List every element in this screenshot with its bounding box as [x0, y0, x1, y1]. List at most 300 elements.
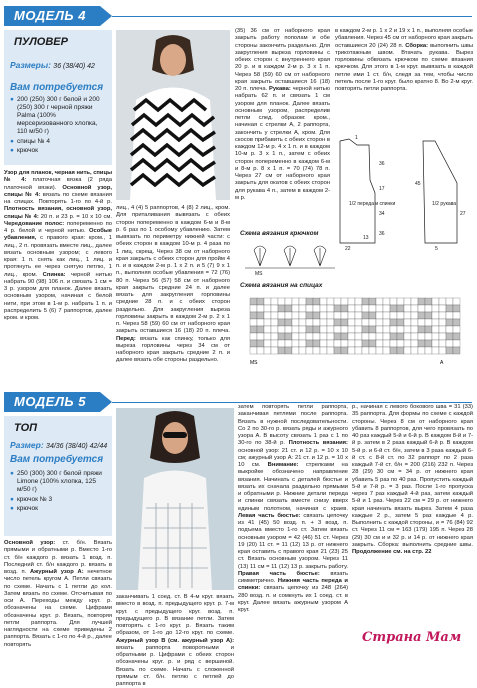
knit-grid-cell [362, 326, 369, 333]
knit-grid-cell [278, 347, 285, 354]
bullet-icon: ● [10, 496, 14, 503]
knit-grid-cell [369, 298, 376, 305]
knit-grid-cell [271, 347, 278, 354]
knit-grid-cell [313, 319, 320, 326]
knit-grid-cell [341, 298, 348, 305]
model5-materials [10, 470, 108, 513]
model4-sizes [10, 60, 95, 70]
knit-grid-cell [250, 305, 257, 312]
knit-grid-cell [327, 319, 334, 326]
model4-header-rule [112, 16, 472, 17]
material-text: крючок [16, 505, 38, 512]
knit-grid-cell [390, 312, 397, 319]
material-item [10, 138, 108, 146]
model4-sewing-pattern [335, 135, 473, 253]
pattern-label-sleeve: 1/2 рукава [432, 201, 457, 207]
knit-grid-cell [341, 319, 348, 326]
knit-grid-cell [397, 333, 404, 340]
model5-sizes [10, 440, 107, 450]
knit-grid-cell [320, 347, 327, 354]
material-item [10, 470, 108, 494]
bullet-icon: ● [10, 470, 14, 477]
knit-grid-cell [299, 347, 306, 354]
knit-grid-cell [264, 340, 271, 347]
knit-grid-cell [334, 333, 341, 340]
knit-grid-cell [404, 347, 411, 354]
knit-grid-cell [432, 305, 439, 312]
crochet-schema-title: Схема вязания крючком [240, 230, 319, 237]
knit-grid-cell [250, 326, 257, 333]
knit-grid-cell [320, 319, 327, 326]
knit-grid-cell [383, 305, 390, 312]
model5-text-col2 [116, 594, 234, 687]
knit-grid-cell [432, 319, 439, 326]
knit-grid-cell [250, 312, 257, 319]
knit-grid-cell [390, 333, 397, 340]
knit-grid-cell [355, 312, 362, 319]
knit-grid-cell [306, 305, 313, 312]
knit-grid-cell [425, 305, 432, 312]
knit-grid-cell [299, 333, 306, 340]
knit-grid-cell [334, 298, 341, 305]
model5-title: ТОП [14, 422, 38, 434]
knit-grid-cell [439, 326, 446, 333]
material-text: крючок № 3 [16, 496, 53, 503]
knit-grid-cell [439, 347, 446, 354]
knit-grid-cell [264, 319, 271, 326]
knit-grid-cell [327, 305, 334, 312]
knit-grid-cell [439, 305, 446, 312]
crochet-schema-diagram [240, 240, 340, 276]
pattern-dim: 5 [435, 246, 438, 252]
model4-sizes-label: Размеры: [10, 60, 51, 70]
knit-grid-cell [446, 326, 453, 333]
crochet-chart [240, 240, 340, 276]
knit-grid-cell [369, 340, 376, 347]
knit-grid-cell [264, 326, 271, 333]
knit-grid-cell [404, 333, 411, 340]
knit-grid-cell [334, 340, 341, 347]
knit-grid-cell [257, 305, 264, 312]
knit-grid-cell [362, 312, 369, 319]
knit-grid-cell [446, 298, 453, 305]
knit-grid-cell [313, 340, 320, 347]
knit-grid-cell [446, 312, 453, 319]
model5-sizes-value: 34/36 (38/40) 42/44 [46, 443, 108, 450]
model5-col4-text: р., начиная с левого бокового шва = 31 (33) 35 раппорта. Для формы по схеме с каждой стороны. Через 8 см от наборного края убавить 8 раппортов, для чего провязать по 40 раз каждый 5-й и 6-й р. В каждом 8-й и 7-й р. затем в 2 раза каждый 6-й р. В каждом 5-й р. и 6-й ст. б/н, затем в 3 раза каждый 6-й ст. с 8-й ст. по 32 раппорт по 2 раза каждый 7-й ст. б/н = 200 (216) 232 п. Через 28 (29) 30 см = 34 р. от нижнего края убавить 5 раз по 40 раз. Пропустить каждый 5-й и 7-й р. = 3 раз. После 1-го пропуска через 7 раз каждый 4-й раз, затем каждый 5-й и 1 раз. Через 22 см = 29 р. от нижнего края начинать вязать вырез. Затем 4 раза каждые 2 р., затем 5 раз каждые 4 р. Выполнить с каждой стороны, и = 76 (84) 92 ст. Через 11 см = 163 (179) 195 п. Через 28 (29) 30 см и и 32 р. и 14 р. от нижнего края закрыть. Сборка: выполнить средние швы. Продолжение см. на стр. 22 [352, 404, 473, 555]
model4-text-col3 [235, 28, 330, 228]
pattern-dim: 1 [355, 135, 358, 141]
knit-grid-cell [383, 298, 390, 305]
knit-grid-cell [278, 340, 285, 347]
material-text: спицы № 4 [16, 138, 50, 145]
knit-grid-cell [432, 340, 439, 347]
knit-grid-cell [397, 319, 404, 326]
knit-grid-cell [446, 319, 453, 326]
knit-grid-cell [404, 340, 411, 347]
material-item [10, 496, 108, 504]
model4-header-label: МОДЕЛЬ 4 [14, 8, 86, 23]
knit-grid-cell [369, 319, 376, 326]
knit-grid-cell [453, 305, 460, 312]
knit-grid-cell [264, 312, 271, 319]
model4-title: ПУЛОВЕР [14, 36, 68, 48]
knit-grid-cell [390, 305, 397, 312]
knit-grid-cell [362, 347, 369, 354]
knit-grid-cell [334, 312, 341, 319]
knit-grid-cell [418, 312, 425, 319]
knit-grid-cell [320, 333, 327, 340]
knit-grid-cell [411, 319, 418, 326]
model5-col3-text: затем повторять петли раппорта, заканчивая петлями после раппорта. Вязать в нужной последовательности. Со 2 по 30-го р. вязать ряды и ажурного узора А. В высоту связать 1 раз с 1 по 30-го по 38-й р. Плотность вязания: основной узор: 21 ст. и 12 р. = 10 х 10 см; ажурный узор А: 21 ст. и 12 р. = 10 х 10 см. Внимание: стрелками на выкройке обозначено направление вязания. Начинать с деталей бюстье и вязать их сначала раздельно прямыми и обратными р. Нижние детали переда и спинки связать вместе снизу вверх единым полотном, начиная с краев. Левая часть бюстье: связать цепочку из 41 (45) 50 возд. п. + 3 возд. п. подъема вместо 1-го ст. Затем вязать основным узором = 42 (46) 51 ст. Через 19 (20) 11 ст. = 11 (12) 13 р. от нижнего края оставить с правого края 21 (23) 25 ст. Вязать основным узором. Через 11 (13) 11 см = 11 (12) 13 р. закрыть работу. Правая часть бюстье: вязать симметрично. Нижняя часть переда и спинки: связать цепочку из 248 (264) 280 возд. п. и сомкнуть их 1 соед. ст. в круг. Далее вязать ажурным узором А круг. [238, 404, 348, 613]
knit-grid-cell [341, 305, 348, 312]
knit-grid-cell [439, 319, 446, 326]
knit-grid-cell [390, 319, 397, 326]
knit-grid-cell [250, 347, 257, 354]
knit-grid-cell [271, 333, 278, 340]
knit-grid-cell [390, 340, 397, 347]
knit-grid-cell [306, 298, 313, 305]
knit-grid-cell [278, 326, 285, 333]
knit-grid-cell [278, 319, 285, 326]
knit-grid-cell [348, 340, 355, 347]
knit-grid-cell [376, 298, 383, 305]
knit-grid-cell [355, 298, 362, 305]
model5-text-col1 [4, 540, 113, 648]
knit-grid-cell [453, 319, 460, 326]
pattern-dim: 45 [415, 181, 421, 187]
knit-grid-cell [383, 347, 390, 354]
knit-grid-cell [425, 347, 432, 354]
knit-grid-cell [376, 312, 383, 319]
knit-grid-cell [383, 319, 390, 326]
knit-grid-cell [299, 305, 306, 312]
pattern-dim: 22 [345, 246, 351, 252]
knit-grid-cell [299, 326, 306, 333]
knit-grid-cell [306, 347, 313, 354]
knit-grid-cell [453, 298, 460, 305]
model4-sidebar [4, 30, 112, 165]
knit-grid-cell [327, 333, 334, 340]
bullet-icon: ● [10, 138, 14, 145]
model5-needs-label: Вам потребуется [10, 454, 104, 465]
knit-grid-cell [425, 298, 432, 305]
knit-grid-cell [411, 298, 418, 305]
knit-grid-cell [439, 298, 446, 305]
knit-grid-cell [439, 333, 446, 340]
knit-grid-cell [376, 305, 383, 312]
knit-grid-cell [418, 326, 425, 333]
knit-grid-cell [334, 326, 341, 333]
knit-schema-diagram [240, 292, 473, 370]
knit-grid-cell [362, 333, 369, 340]
knit-grid-cell [250, 333, 257, 340]
knit-grid-cell [376, 319, 383, 326]
knit-grid-cell [397, 326, 404, 333]
knit-grid-cell [299, 319, 306, 326]
knit-grid-cell [404, 312, 411, 319]
knit-grid-cell [306, 326, 313, 333]
knit-grid-cell [285, 319, 292, 326]
knit-grid-cell [432, 298, 439, 305]
knit-grid-cell [418, 305, 425, 312]
knit-ms-label: MS [250, 360, 258, 366]
knit-grid-cell [327, 326, 334, 333]
knit-grid-cell [313, 298, 320, 305]
knit-grid-cell [397, 298, 404, 305]
pattern-dim: 36 [379, 161, 385, 167]
knit-grid-cell [278, 312, 285, 319]
model5-header-label: МОДЕЛЬ 5 [14, 394, 86, 409]
knit-grid-cell [411, 326, 418, 333]
knit-grid-cell [285, 305, 292, 312]
material-item [10, 505, 108, 513]
knit-grid-cell [446, 333, 453, 340]
knit-grid-cell [446, 340, 453, 347]
knit-grid-cell [278, 305, 285, 312]
knit-grid-cell [313, 312, 320, 319]
knit-grid-cell [453, 326, 460, 333]
knit-grid-cell [313, 347, 320, 354]
knit-grid-cell [257, 326, 264, 333]
site-watermark: Страна Мам [362, 630, 462, 645]
knit-grid-cell [327, 340, 334, 347]
knit-grid-cell [306, 340, 313, 347]
model5-header-arrow [100, 392, 112, 412]
knit-grid-cell [341, 326, 348, 333]
knit-grid-cell [306, 319, 313, 326]
model4-col3-text: (35) 36 см от наборного края закрыть работу пополам и обе стороны закончить раздельно. Для закругления выреза горловины с обеих сторон с внутреннего края 20 р. и в каждом 2-м р. 3 х 1 п. Через 58 (59) 60 см от наборного края закрыть оставшиеся 16 (18) 20 п. плеча. Рукава: черной нитью набрать 62 п. и связать 1 см узором для планок. Далее вязать основным узором, распределив петли след. образом: кром., начиная с стрелки А, 2 раппорта, закончить у стрелки А, кром. Для скосов прибавить с обеих сторон в каждом 12-м р. 4 х 1 п. и в каждом 10-м р. 3 х 1 п., затем с обеих сторон попеременно в каждом 6-м и 8-м р. 8 х 1 п. = 70 (74) 78 п. Через 27 см от наборного края закрыть для окатов с обеих сторон для рукава 4 п., затем в каждом 2-м р. [235, 28, 330, 201]
knit-schema-title: Схема вязания на спицах [240, 282, 323, 289]
pattern-dim: 34 [379, 211, 385, 217]
model5-photo [116, 408, 234, 590]
knit-grid-cell [271, 305, 278, 312]
model4-photo [116, 30, 230, 200]
knit-grid-cell [299, 298, 306, 305]
knit-grid-cell [271, 312, 278, 319]
knit-grid-cell [341, 333, 348, 340]
model5-text-col3 [238, 404, 348, 646]
knit-grid-cell [278, 333, 285, 340]
knit-grid-cell [292, 326, 299, 333]
knit-grid-cell [334, 319, 341, 326]
knit-grid-cell [390, 347, 397, 354]
knit-grid-cell [355, 347, 362, 354]
model5-col2-text: заканчивать 1 соед. ст. В 4-м круг. вязать вместо в возд. п. предыдущего круг. р. 7-м круг. с предыдущего круг. возд. п. предыдущего р. В вязание петли. Затем повторять с 1-го круг. р. Вязать таким образом, от 1-го до 12-го круг. по схеме. Ажурный узор В (см. ажурный узор А): вязать раппорта поворотными и обратными р. Цифрами с обеих сторон обозначены круг. р. и ряд с вершиной. Вязать по схеме. Начать с сложенной прямым ст. б/н. петлю с петлей до раппорта в [116, 594, 234, 687]
pullover-model-image [116, 30, 230, 200]
knit-grid-cell [383, 312, 390, 319]
knit-grid-cell [376, 333, 383, 340]
knit-grid-cell [348, 326, 355, 333]
knit-grid-cell [418, 340, 425, 347]
knit-grid-cell [362, 340, 369, 347]
knit-grid-cell [383, 340, 390, 347]
knit-grid-cell [313, 305, 320, 312]
material-text: крючок [16, 147, 38, 154]
knit-grid-cell [292, 298, 299, 305]
knit-grid-cell [390, 326, 397, 333]
model4-header-arrow [100, 6, 112, 26]
knit-grid-cell [355, 319, 362, 326]
knit-grid-cell [292, 312, 299, 319]
knit-grid-cell [327, 312, 334, 319]
model4-col1-text: Узор для планок, черная нить, спицы № 4: платочная вязка (2 ряда платочной вязки). Основной узор, спицы № 4: вязать по схеме вязания на спицах. Повторять 1-го по 4-й р. Плотность вязания, основной узор, спицы № 4: 20 п. и 23 р. = 10 х 10 см. Чередование полос: попеременно по 4 р. белой и черной нитью. Особые убавления, с правого края: кром., 1 лиц., 2 п. провязать вместе лиц., далее вязать основным узором; с левого края: 1 п. снять как лиц., 1 лиц. и протянуть ее через снятую петлю, 1 лиц., кром. Спинка: черной нитью набрать 90 (98) 106 п. и связать 1 см = 3 р. узором для планок. Далее вязать основным узором, начиная с белой нити, при этом в 1-м р. набрать 1 п. и распределить 5 (6) 7 раппортов, далее кром. и кром. [4, 170, 113, 321]
material-text: 200 (250) 300 г белой и 200 (250) 300 г черной пряжи Palma (100% мерсеризованного хлопка, 110 м/50 г) [16, 96, 100, 135]
knit-grid-cell [285, 333, 292, 340]
model4-col2-text: лиц., 4 (4) 5 раппортов, 4 (8) 2 лиц., кром. Для приталивания вывязать с обеих сторон попеременно в каждом 6-м и 8-м р. 6 раз по 1 особому убавлению. Затем вывязать по периметру нижней части: с обеих сторон в каждом 10-м р. 4 раза по 1 лиц. скрещ. Через 38 см от наборного края закрыть с обеих сторон для пройм 4 п. и в каждом 2-м р. 1 х 2 п. и 5 (7) 9 х 1 п., выполняя особые убавления = 72 (76) 80 п. Через 56 (57) 58 см от наборного края закрыть средние 24 п. и далее вязать для закругления горловины средние 28 п. и с обеих сторон раздельно. Для закругления выреза горловины закрыть в каждом 2-м р. 2 х 1 п. Через 58 (59) 60 см от наборного края закрыть оставшиеся 16 (18) 20 п. плеча. Перед: вязать как спинку, только для выреза горловины через 34 см от наборного края закрыть средние 2 п. и далее вязать обе стороны раздельно. [116, 205, 230, 364]
knit-grid-cell [397, 312, 404, 319]
knit-grid-cell [411, 347, 418, 354]
knit-grid-cell [292, 305, 299, 312]
knit-grid-cell [327, 347, 334, 354]
pattern-label-front-back: 1/2 переда и спинки [349, 201, 396, 207]
knit-grid-cell [257, 312, 264, 319]
knit-grid-cell [313, 333, 320, 340]
knit-grid-cell [320, 312, 327, 319]
knit-grid-cell [257, 347, 264, 354]
knit-grid-cell [390, 298, 397, 305]
knit-grid-cell [404, 326, 411, 333]
pattern-dim: 17 [379, 186, 385, 192]
knit-grid-cell [348, 312, 355, 319]
model5-col1-text: Основной узор: ст. б/н. Вязать прямыми и обратными р. Вместо 1-го ст. б/н каждого р. вязать 1 возд. п. Последний ст. б/н каждого р. вязать в возд. п. Ажурный узор А: нечетное число петель кругом А. Петли связать по схеме. Начать с 1 петли до кол. Затем вязать по схеме. Отсчитывая по оси А. Переходы между круг. р. обозначены на схеме. Цифрами обозначены круг. р. Вязать, повторяя петли раппорта. Для лучшей наглядности на схеме приведены 2 раппорта. Вязать с 1-го по 4-й р., далее повторять [4, 540, 113, 648]
knit-grid-cell [257, 340, 264, 347]
knit-grid-cell [369, 312, 376, 319]
knit-grid-cell [453, 312, 460, 319]
knit-grid-cell [264, 333, 271, 340]
knit-grid-cell [432, 312, 439, 319]
knit-grid-cell [341, 340, 348, 347]
knit-grid-cell [264, 347, 271, 354]
knit-grid-cell [306, 333, 313, 340]
knit-grid-cell [278, 298, 285, 305]
knit-grid-cell [397, 347, 404, 354]
knit-grid-cell [285, 326, 292, 333]
knit-grid-cell [341, 347, 348, 354]
model4-text-col4 [335, 28, 473, 133]
knit-grid-cell [257, 333, 264, 340]
knit-grid-cell [411, 340, 418, 347]
material-text: 250 (300) 300 г белой пряжи Limone (100% хлопка, 125 м/50 г) [16, 470, 102, 493]
knit-grid-cell [418, 319, 425, 326]
knit-grid-cell [271, 319, 278, 326]
sewing-pattern-diagram [335, 135, 473, 253]
knit-grid-cell [250, 298, 257, 305]
knit-grid-cell [327, 298, 334, 305]
knit-grid-cell [425, 326, 432, 333]
knit-grid-cell [432, 347, 439, 354]
knit-grid-cell [418, 347, 425, 354]
knit-grid-cell [453, 333, 460, 340]
knit-grid-cell [334, 305, 341, 312]
knit-grid-cell [285, 298, 292, 305]
knit-grid-cell [376, 326, 383, 333]
knit-grid-cell [397, 305, 404, 312]
knit-grid-cell [348, 319, 355, 326]
knit-grid-cell [355, 326, 362, 333]
knit-grid-cell [439, 312, 446, 319]
knit-grid-cell [271, 298, 278, 305]
model4-col4-text: в каждом 2-м р. 1 х 2 и 19 х 1 п., выполняя особые убавления. Через 45 см от наборного края закрыть оставшиеся 20 (24) 28 п. Сборка: выполнить швы трикотажным швом. Втачать рукава. Вырез горловины обвязать крючком по схеме вязания крючком. Для этого в 1-м круг. вывязать в каждой петле ими 1 ст. б/н, следя за тем, чтобы число петель после 1-го круг. было кратно 8. Во 2-м круг. повторять петли раппорта. [335, 28, 473, 92]
knit-grid-cell [292, 340, 299, 347]
knit-grid-cell [404, 319, 411, 326]
knit-grid-cell [411, 333, 418, 340]
knit-grid-cell [453, 340, 460, 347]
knit-grid-cell [383, 326, 390, 333]
knit-grid-cell [264, 305, 271, 312]
ms-label: MS [255, 271, 263, 277]
knit-grid-cell [257, 319, 264, 326]
model5-sizes-label: Размер: [10, 440, 44, 450]
knit-grid-cell [369, 347, 376, 354]
pattern-dim: 13 [363, 235, 369, 241]
knit-grid-cell [376, 340, 383, 347]
knit-grid-cell [285, 347, 292, 354]
knit-grid-cell [376, 347, 383, 354]
material-item [10, 96, 108, 136]
knit-grid-cell [383, 333, 390, 340]
knit-grid-cell [292, 333, 299, 340]
knit-arrow-label: A [440, 360, 444, 366]
knit-grid-cell [446, 347, 453, 354]
model5-header-rule [112, 402, 472, 403]
knit-grid-cell [411, 305, 418, 312]
knit-grid-cell [250, 319, 257, 326]
knit-grid-cell [257, 298, 264, 305]
knit-grid-cell [418, 333, 425, 340]
pattern-dim: 36 [379, 231, 385, 237]
knit-grid-cell [446, 305, 453, 312]
model4-text-col2 [116, 205, 230, 385]
bullet-icon: ● [10, 96, 14, 103]
knit-grid-cell [320, 298, 327, 305]
material-item [10, 147, 108, 155]
knit-grid-cell [425, 333, 432, 340]
knit-grid-cell [432, 333, 439, 340]
knit-grid-cell [355, 305, 362, 312]
bullet-icon: ● [10, 505, 14, 512]
knit-grid-cell [285, 312, 292, 319]
knit-grid-cell [425, 312, 432, 319]
knit-grid-cell [397, 340, 404, 347]
knit-grid-cell [320, 340, 327, 347]
knit-grid-cell [439, 340, 446, 347]
knit-grid-cell [292, 319, 299, 326]
knit-grid-cell [425, 340, 432, 347]
knit-grid-cell [299, 312, 306, 319]
model5-header [4, 392, 100, 412]
knit-grid-cell [271, 340, 278, 347]
knit-grid-cell [355, 333, 362, 340]
model4-header [4, 6, 100, 26]
knit-grid-cell [299, 340, 306, 347]
knit-grid-cell [369, 305, 376, 312]
knit-grid-cell [285, 340, 292, 347]
model4-sizes-value: 36 (38/40) 42 [53, 63, 95, 70]
knit-grid-cell [320, 305, 327, 312]
bullet-icon: ● [10, 147, 14, 154]
knit-grid-cell [362, 319, 369, 326]
knit-grid-cell [453, 347, 460, 354]
knit-grid-cell [320, 326, 327, 333]
knit-grid-cell [271, 326, 278, 333]
knit-grid-cell [362, 305, 369, 312]
knit-grid-cell [348, 333, 355, 340]
knit-grid-cell [264, 298, 271, 305]
knit-grid-cell [362, 298, 369, 305]
knit-grid-cell [334, 347, 341, 354]
model4-materials [10, 96, 108, 155]
